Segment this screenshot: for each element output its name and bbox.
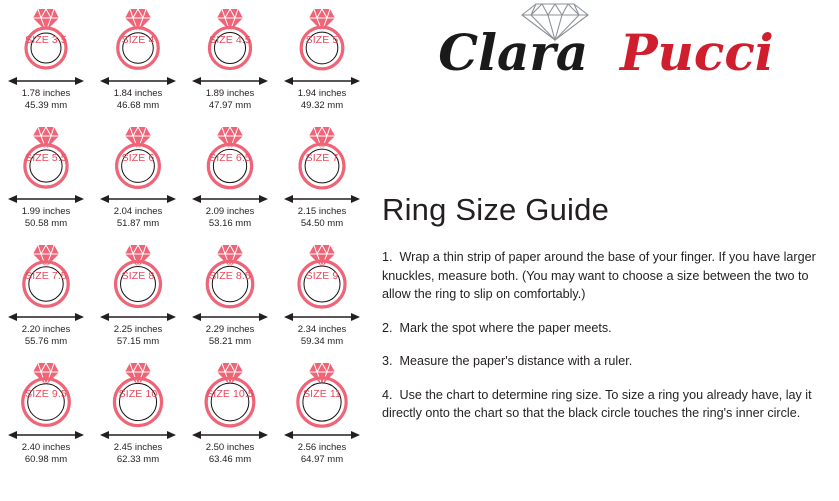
guide-instructions (382, 248, 826, 438)
ring-size-cell (184, 4, 276, 122)
ring-measurement-inches: 2.15 inches (297, 206, 347, 217)
double-arrow-icon (8, 74, 84, 86)
ring-size-label: SIZE 11 (303, 388, 341, 400)
ring-measurement-inches: 2.20 inches (21, 324, 71, 335)
ring-size-cell (184, 122, 276, 240)
double-arrow-icon (284, 74, 360, 86)
guide-step-number: 1. (382, 250, 393, 264)
double-arrow-icon (100, 428, 176, 440)
ring-size-cell (184, 240, 276, 358)
right-panel (368, 0, 839, 501)
ring-measurement-mm: 63.46 mm (208, 453, 252, 465)
brand-name-first: Clara (438, 23, 589, 82)
ring-size-cell (276, 358, 368, 476)
page-title: Ring Size Guide (382, 192, 610, 227)
ring-measurement-inches: 2.25 inches (113, 324, 163, 335)
guide-step-number: 4. (382, 387, 393, 402)
ring-measurement (276, 324, 368, 347)
guide-step-text: Mark the spot where the paper meets. (399, 320, 612, 335)
ring-size-label: SIZE 5.5 (25, 152, 67, 164)
ring-size-label: SIZE 7.5 (25, 270, 67, 282)
double-arrow-icon (192, 428, 268, 440)
guide-step-number: 2. (382, 320, 393, 335)
double-arrow-icon (192, 310, 268, 322)
ring-size-label: SIZE 9 (305, 270, 339, 282)
ring-size-label: SIZE 7 (305, 152, 339, 164)
double-arrow-icon (8, 428, 84, 440)
ring-size-label: SIZE 8.5 (209, 270, 251, 282)
double-arrow-icon (284, 310, 360, 322)
ring-measurement-mm: 53.16 mm (208, 217, 252, 229)
ring-measurement (184, 206, 276, 229)
ring-measurement-mm: 55.76 mm (24, 335, 68, 347)
ring-measurement-mm: 62.33 mm (116, 453, 160, 465)
ring-measurement-mm: 47.97 mm (208, 99, 252, 111)
ring-measurement-mm: 59.34 mm (300, 335, 344, 347)
ring-measurement-mm: 54.50 mm (300, 217, 344, 229)
ring-measurement (184, 324, 276, 347)
ring-measurement-inches: 2.40 inches (21, 442, 71, 453)
ring-measurement-mm: 49.32 mm (300, 99, 344, 111)
brand-wordmark (376, 22, 836, 84)
ring-size-cell (0, 122, 92, 240)
ring-size-label: SIZE 6 (121, 152, 155, 164)
ring-measurement-mm: 46.68 mm (116, 99, 160, 111)
guide-step (382, 319, 826, 338)
ring-measurement (0, 88, 92, 111)
ring-measurement (276, 442, 368, 465)
double-arrow-icon (284, 428, 360, 440)
ring-measurement-inches: 2.45 inches (113, 442, 163, 453)
ring-size-cell (0, 358, 92, 476)
ring-measurement-inches: 2.34 inches (297, 324, 347, 335)
double-arrow-icon (100, 310, 176, 322)
double-arrow-icon (284, 192, 360, 204)
guide-step-text: Use the chart to determine ring size. To size a ring you already have, lay it directly onto the chart so that the black circle touches the ring's inner circle. (382, 387, 812, 420)
ring-size-cell (92, 4, 184, 122)
ring-measurement-inches: 2.50 inches (205, 442, 255, 453)
ring-measurement (92, 442, 184, 465)
ring-size-cell (0, 240, 92, 358)
ring-size-label: SIZE 4.5 (209, 34, 251, 46)
ring-size-label: SIZE 6.5 (209, 152, 251, 164)
ring-measurement-mm: 45.39 mm (24, 99, 68, 111)
double-arrow-icon (192, 74, 268, 86)
ring-measurement-mm: 60.98 mm (24, 453, 68, 465)
ring-measurement (184, 88, 276, 111)
ring-measurement-inches: 2.29 inches (205, 324, 255, 335)
ring-measurement-inches: 1.94 inches (297, 88, 347, 99)
ring-measurement-inches: 2.09 inches (205, 206, 255, 217)
ring-measurement-mm: 58.21 mm (208, 335, 252, 347)
ring-size-label: SIZE 4 (121, 34, 155, 46)
ring-measurement-inches: 2.56 inches (297, 442, 347, 453)
guide-step (382, 352, 826, 371)
double-arrow-icon (8, 192, 84, 204)
ring-measurement-mm: 57.15 mm (116, 335, 160, 347)
ring-measurement-mm: 64.97 mm (300, 453, 344, 465)
ring-size-chart (0, 0, 368, 501)
ring-size-label: SIZE 10.5 (206, 388, 254, 400)
ring-measurement (276, 88, 368, 111)
double-arrow-icon (100, 74, 176, 86)
guide-step (382, 248, 826, 304)
ring-measurement (92, 88, 184, 111)
brand-name-last: Pucci (619, 23, 774, 82)
ring-size-cell (276, 240, 368, 358)
ring-size-cell (276, 4, 368, 122)
ring-measurement (0, 324, 92, 347)
ring-measurement-inches: 1.99 inches (21, 206, 71, 217)
ring-size-label: SIZE 8 (121, 270, 155, 282)
ring-size-cell (92, 122, 184, 240)
ring-measurement (276, 206, 368, 229)
guide-step-text: Measure the paper's distance with a ruler. (399, 354, 633, 368)
ring-size-label: SIZE 10 (118, 388, 158, 400)
ring-size-label: SIZE 3.5 (25, 34, 67, 46)
double-arrow-icon (8, 310, 84, 322)
ring-measurement (92, 206, 184, 229)
ring-size-cell (184, 358, 276, 476)
ring-measurement (0, 206, 92, 229)
guide-step-text: Wrap a thin strip of paper around the base of your finger. If you have larger knuckles, measure both. (You may want to choose a size between the two to allow the ring to slip on comfortably.) (382, 250, 816, 301)
ring-size-cell (0, 4, 92, 122)
ring-measurement (0, 442, 92, 465)
ring-size-label: SIZE 5 (305, 34, 339, 46)
ring-measurement-inches: 2.04 inches (113, 206, 163, 217)
ring-size-cell (92, 358, 184, 476)
ring-measurement-mm: 51.87 mm (116, 217, 160, 229)
ring-size-label: SIZE 9.5 (25, 388, 67, 400)
ring-measurement-mm: 50.58 mm (24, 217, 68, 229)
ring-size-cell (92, 240, 184, 358)
guide-step (382, 386, 826, 423)
brand-logo (368, 0, 839, 110)
ring-measurement-inches: 1.78 inches (21, 88, 71, 99)
ring-measurement-inches: 1.89 inches (205, 88, 255, 99)
double-arrow-icon (192, 192, 268, 204)
ring-measurement (92, 324, 184, 347)
ring-measurement (184, 442, 276, 465)
double-arrow-icon (100, 192, 176, 204)
guide-step-number: 3. (382, 354, 393, 368)
ring-measurement-inches: 1.84 inches (113, 88, 163, 99)
ring-size-cell (276, 122, 368, 240)
